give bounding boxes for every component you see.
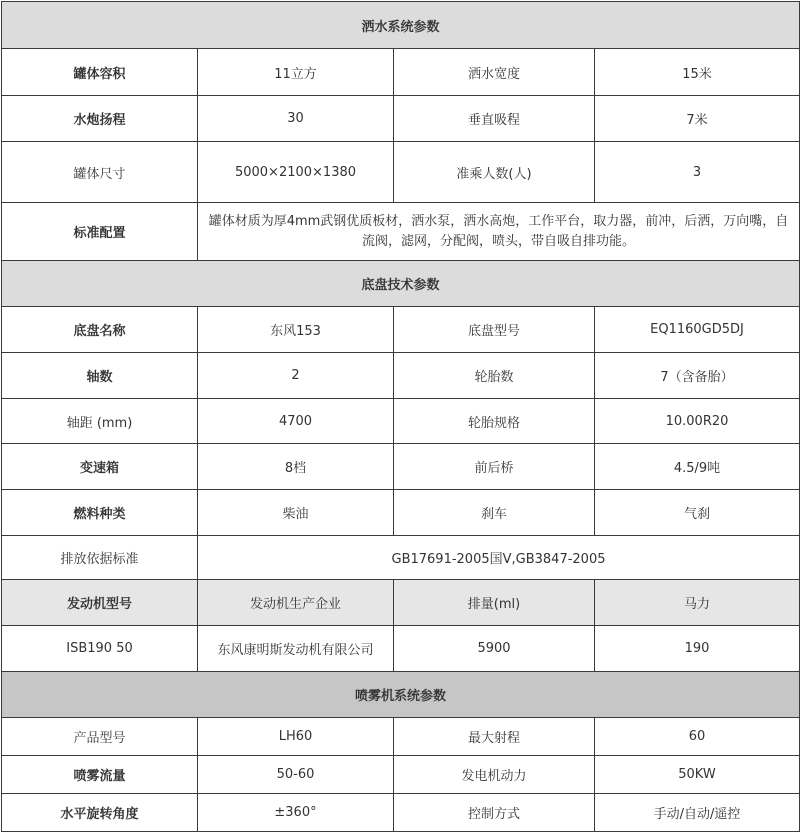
table-row	[2, 536, 800, 580]
axles-label: 轴数	[2, 353, 198, 399]
brake-value: 气刹	[595, 490, 800, 536]
axle-label: 前后桥	[394, 444, 595, 490]
flow-value: 50-60	[198, 756, 394, 794]
table-row	[2, 399, 800, 444]
section-title-water: 洒水系统参数	[2, 2, 800, 49]
standard-config-label: 标准配置	[2, 203, 198, 261]
sprayer-model-label: 产品型号	[2, 718, 198, 756]
displacement-header: 排量(ml)	[394, 580, 595, 626]
spray-width-value: 15米	[595, 49, 800, 96]
table-header-row	[2, 580, 800, 626]
chassis-name-label: 底盘名称	[2, 307, 198, 353]
section-header-row	[2, 2, 800, 49]
generator-label: 发电机动力	[394, 756, 595, 794]
engine-maker-header: 发动机生产企业	[198, 580, 394, 626]
range-label: 最大射程	[394, 718, 595, 756]
wheelbase-label: 轴距 (mm)	[2, 399, 198, 444]
table-row	[2, 96, 800, 142]
displacement-value: 5900	[394, 626, 595, 672]
table-row	[2, 353, 800, 399]
cannon-lift-label: 水炮扬程	[2, 96, 198, 142]
engine-model-header: 发动机型号	[2, 580, 198, 626]
section-title-sprayer: 喷雾机系统参数	[2, 672, 800, 718]
gearbox-value: 8档	[198, 444, 394, 490]
power-value: 190	[595, 626, 800, 672]
fuel-value: 柴油	[198, 490, 394, 536]
table-row	[2, 444, 800, 490]
cannon-lift-value: 30	[198, 96, 394, 142]
emission-label: 排放依据标准	[2, 536, 198, 580]
suction-label: 垂直吸程	[394, 96, 595, 142]
table-row	[2, 718, 800, 756]
gearbox-label: 变速箱	[2, 444, 198, 490]
tires-label: 轮胎数	[394, 353, 595, 399]
control-value: 手动/自动/遥控	[595, 794, 800, 832]
tank-size-label: 罐体尺寸	[2, 142, 198, 203]
spec-table	[1, 1, 800, 832]
power-header: 马力	[595, 580, 800, 626]
table-row	[2, 794, 800, 832]
engine-maker-value: 东风康明斯发动机有限公司	[198, 626, 394, 672]
section-header-row	[2, 672, 800, 718]
table-row	[2, 626, 800, 672]
passengers-label: 准乘人数(人)	[394, 142, 595, 203]
brake-label: 刹车	[394, 490, 595, 536]
table-row	[2, 756, 800, 794]
rotation-value: ±360°	[198, 794, 394, 832]
tires-value: 7（含备胎）	[595, 353, 800, 399]
fuel-label: 燃料种类	[2, 490, 198, 536]
chassis-name-value: 东风153	[198, 307, 394, 353]
tank-volume-label: 罐体容积	[2, 49, 198, 96]
section-title-chassis: 底盘技术参数	[2, 261, 800, 307]
axles-value: 2	[198, 353, 394, 399]
tire-spec-label: 轮胎规格	[394, 399, 595, 444]
sprayer-model-value: LH60	[198, 718, 394, 756]
control-label: 控制方式	[394, 794, 595, 832]
tank-size-value: 5000×2100×1380	[198, 142, 394, 203]
standard-config-value: 罐体材质为厚4mm武钢优质板材，洒水泵，洒水高炮，工作平台，取力器，前冲，后洒，万向嘴，自流阀，滤网，分配阀，喷头，带自吸自排功能。	[198, 203, 800, 261]
wheelbase-value: 4700	[198, 399, 394, 444]
table-row	[2, 307, 800, 353]
table-row	[2, 142, 800, 203]
passengers-value: 3	[595, 142, 800, 203]
axle-value: 4.5/9吨	[595, 444, 800, 490]
flow-label: 喷雾流量	[2, 756, 198, 794]
table-row	[2, 490, 800, 536]
tire-spec-value: 10.00R20	[595, 399, 800, 444]
tank-volume-value: 11立方	[198, 49, 394, 96]
rotation-label: 水平旋转角度	[2, 794, 198, 832]
table-row	[2, 49, 800, 96]
table-row	[2, 203, 800, 261]
engine-model-value: ISB190 50	[2, 626, 198, 672]
suction-value: 7米	[595, 96, 800, 142]
section-header-row	[2, 261, 800, 307]
emission-value: GB17691-2005国Ⅴ,GB3847-2005	[198, 536, 800, 580]
chassis-model-value: EQ1160GD5DJ	[595, 307, 800, 353]
chassis-model-label: 底盘型号	[394, 307, 595, 353]
range-value: 60	[595, 718, 800, 756]
generator-value: 50KW	[595, 756, 800, 794]
spray-width-label: 洒水宽度	[394, 49, 595, 96]
